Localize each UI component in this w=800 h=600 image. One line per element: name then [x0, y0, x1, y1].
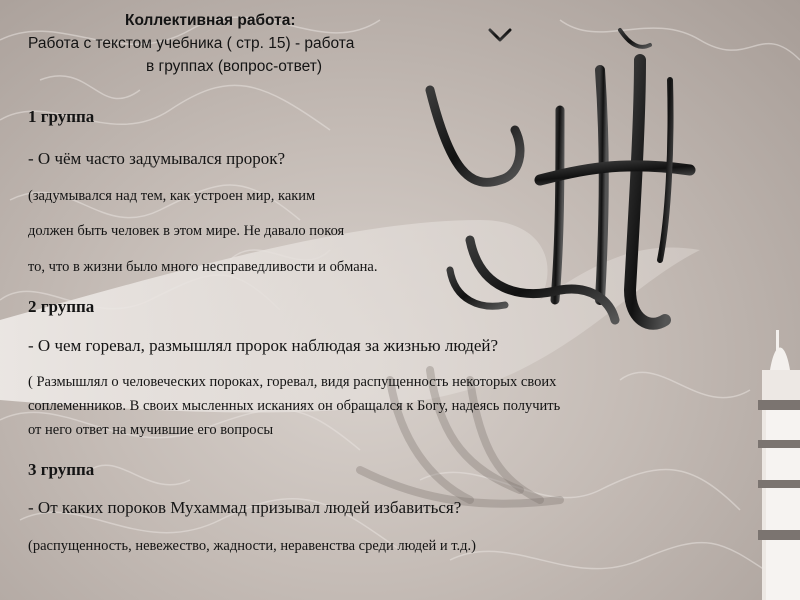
- group1-answer-line1: (задумывался над тем, как устроен мир, каким: [28, 188, 316, 204]
- group2-answer-line2: соплеменников. В своих мысленных исканиях он обращался к Богу, надеясь получить: [28, 398, 561, 414]
- slide-subtitle-line1: Работа с текстом учебника ( стр. 15) - работа: [28, 35, 355, 52]
- group2-heading: 2 группа: [28, 297, 95, 316]
- slide-subtitle-line2: в группах (вопрос-ответ): [146, 58, 323, 75]
- minaret-silhouette: [758, 330, 800, 600]
- group3-answer-line1: (распущенность, невежество, жадности, неравенства среди людей и т.д.): [28, 538, 476, 554]
- group2-answer-line3: от него ответ на мучившие его вопросы: [28, 422, 274, 438]
- group2-question: - О чем горевал, размышлял пророк наблюдая за жизнью людей?: [28, 336, 499, 355]
- group3-heading: 3 группа: [28, 460, 95, 479]
- group1-answer-line2: должен быть человек в этом мире. Не давало покоя: [28, 223, 345, 239]
- group3-question: - От каких пороков Мухаммад призывал людей избавиться?: [28, 498, 462, 517]
- slide-title: Коллективная работа:: [125, 12, 296, 29]
- group1-answer-line3: то, что в жизни было много несправедливости и обмана.: [28, 259, 378, 275]
- group1-heading: 1 группа: [28, 107, 95, 126]
- group2-answer-line1: ( Размышлял о человеческих пороках, горевал, видя распущенность некоторых своих: [28, 374, 557, 390]
- group1-question: - О чём часто задумывался пророк?: [28, 149, 286, 168]
